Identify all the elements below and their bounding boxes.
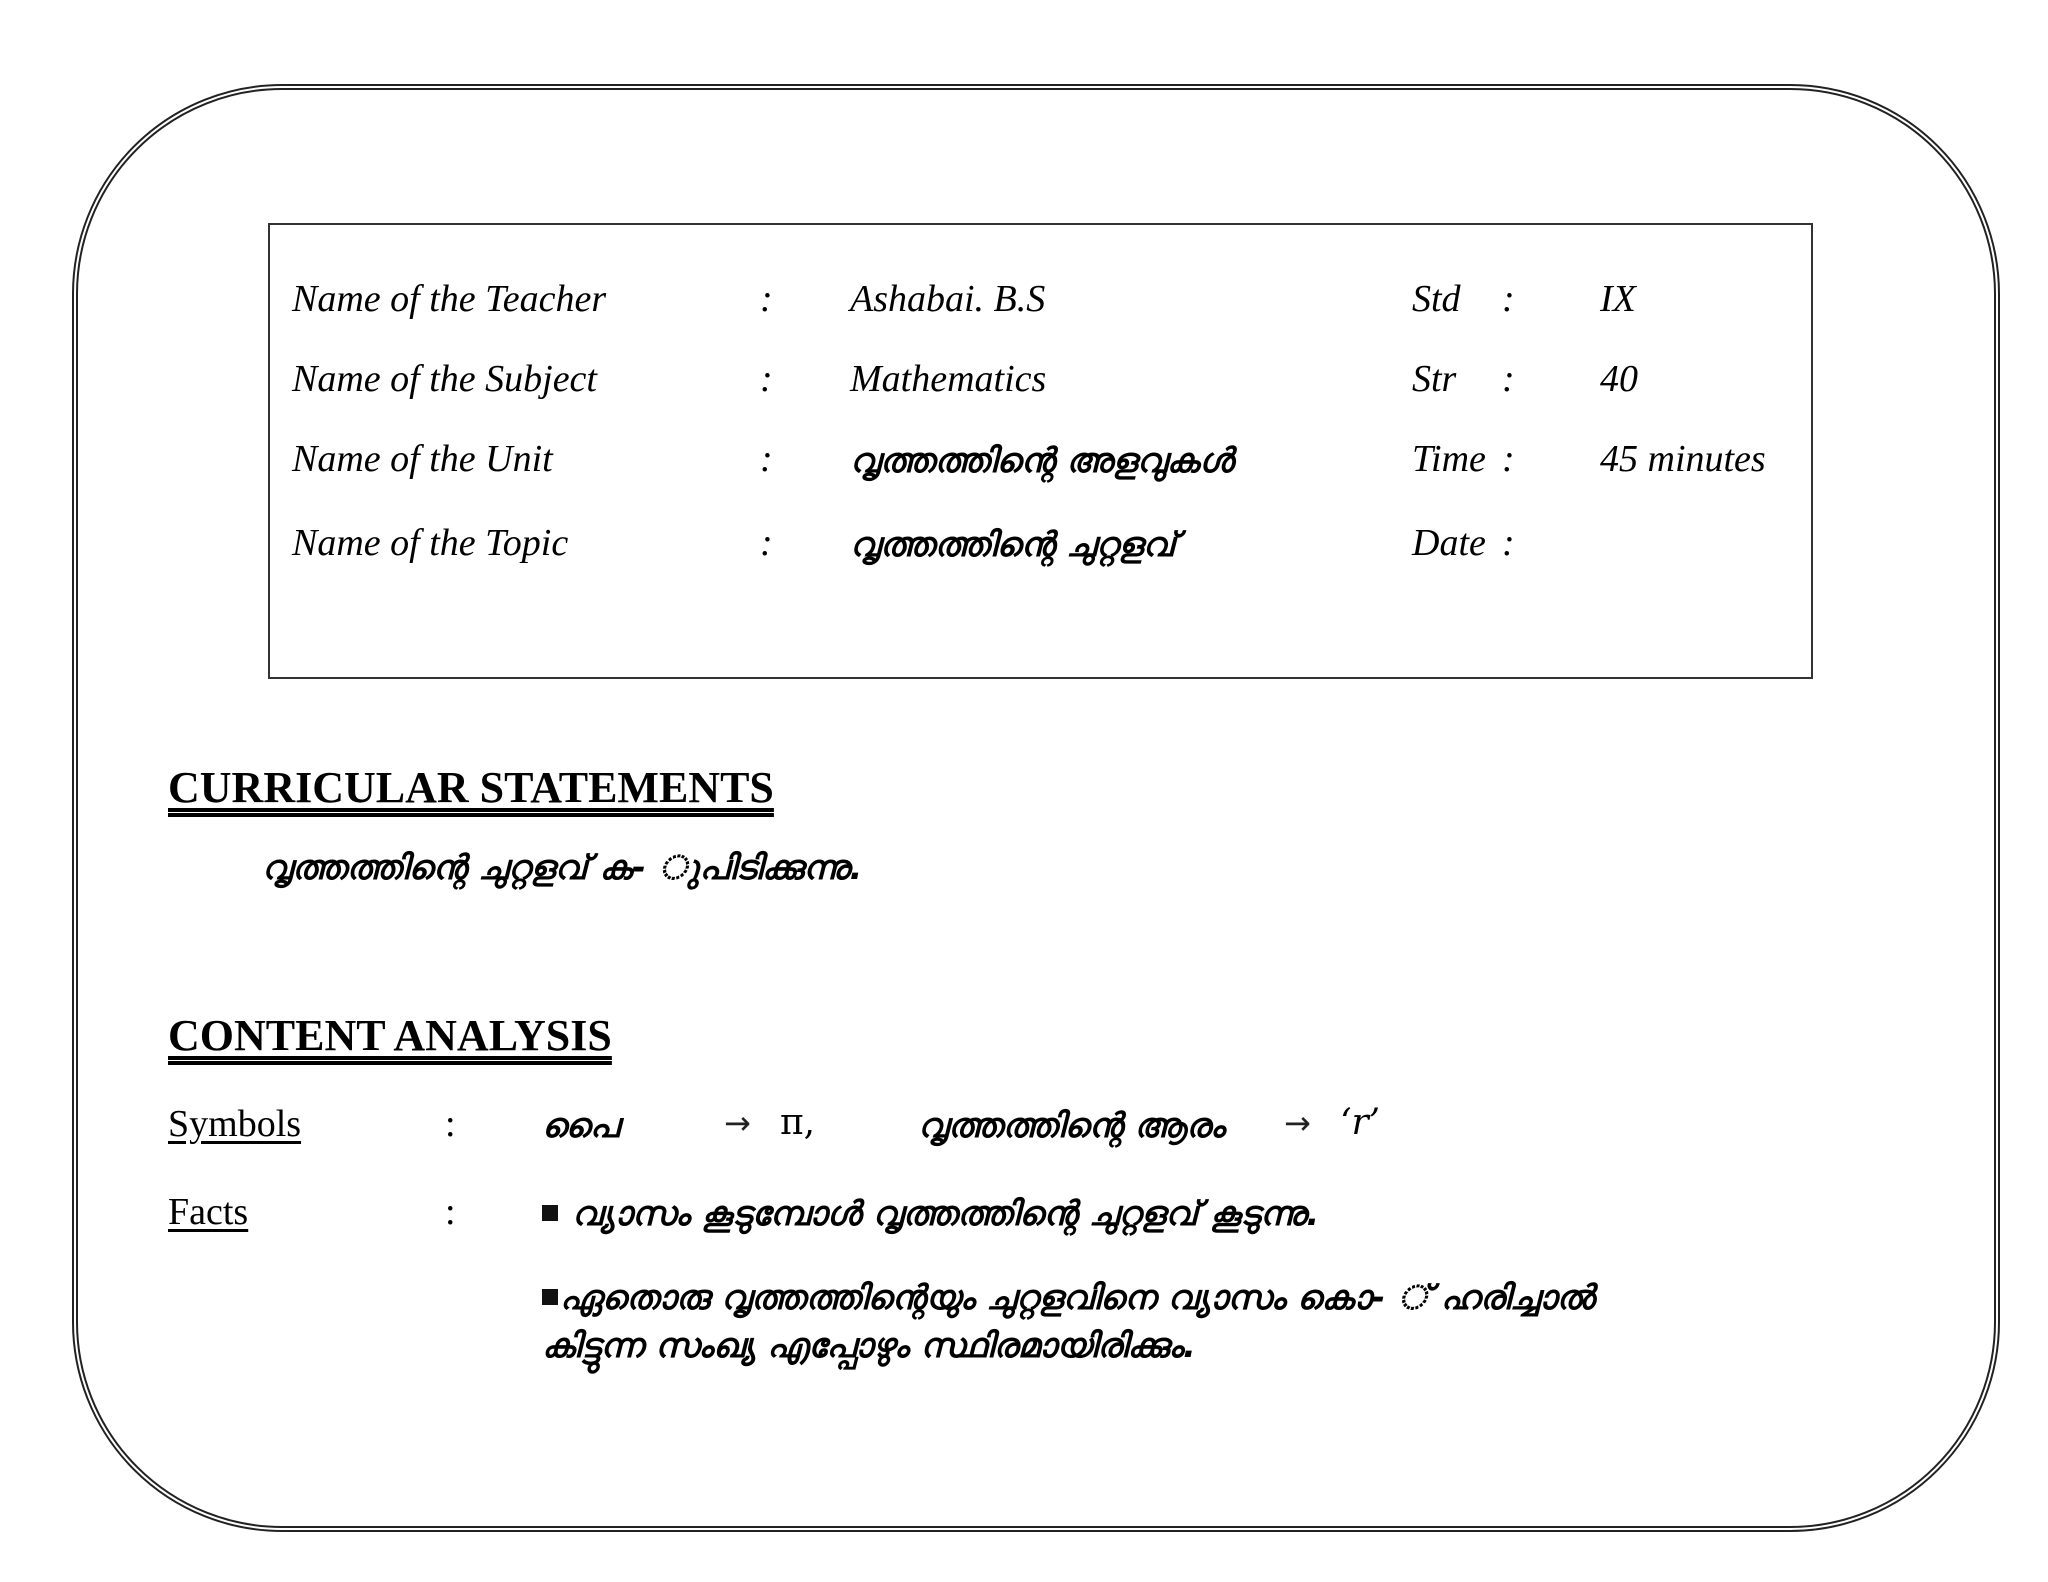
facts-colon: : (445, 1191, 456, 1233)
info-row-teacher (270, 277, 1811, 337)
unit-value: വൃത്തത്തിന്റെ അളവുകൾ (850, 441, 1234, 481)
arrow-right-icon: → (724, 1104, 751, 1142)
info-row-unit (270, 437, 1811, 497)
square-bullet-icon (542, 1289, 558, 1305)
str-colon: : (1502, 358, 1515, 400)
topic-colon: : (760, 522, 773, 564)
symbols-label: Symbols (168, 1103, 302, 1145)
subject-colon: : (760, 358, 773, 400)
arrow-right-icon: → (1284, 1104, 1311, 1142)
std-label: Std (1412, 278, 1461, 320)
square-bullet-icon (542, 1205, 558, 1221)
time-label: Time (1412, 438, 1486, 480)
symbols-colon: : (445, 1103, 456, 1145)
pi-word: പൈ (542, 1106, 619, 1146)
curricular-statement: വൃത്തത്തിന്റെ ചുറ്റളവ് ക- ുപിടിക്കുന്നു. (262, 848, 863, 888)
date-label: Date (1412, 522, 1486, 564)
unit-label: Name of the Unit (292, 438, 553, 480)
str-value: 40 (1600, 358, 1638, 400)
std-colon: : (1502, 278, 1515, 320)
content-analysis-heading: CONTENT ANALYSIS (168, 1011, 612, 1060)
info-row-topic (270, 521, 1811, 581)
teacher-value: Ashabai. B.S (850, 278, 1046, 320)
fact-text: വ്യാസം കൂടുമ്പോൾ വൃത്തത്തിന്റെ ചുറ്റളവ് കൂടുന്നു. (572, 1194, 1320, 1234)
facts-label: Facts (168, 1191, 249, 1233)
teacher-label: Name of the Teacher (292, 278, 607, 320)
topic-label: Name of the Topic (292, 522, 569, 564)
fact-item (542, 1278, 1594, 1366)
subject-label: Name of the Subject (292, 358, 597, 400)
curricular-heading: CURRICULAR STATEMENTS (168, 763, 774, 812)
lesson-info-box (268, 223, 1813, 679)
radius-word: വൃത്തത്തിന്റെ ആരം (918, 1106, 1225, 1146)
topic-value: വൃത്തത്തിന്റെ ചുറ്റളവ് (850, 525, 1176, 565)
fact-text: ഏതൊരു വൃത്തത്തിന്റെയും ചുറ്റളവിനെ വ്യാസം കൊ- ് ഹരിച്ചാൽ (560, 1278, 1595, 1318)
unit-colon: : (760, 438, 773, 480)
teacher-colon: : (760, 278, 773, 320)
r-symbol: ‘r’ (1340, 1102, 1381, 1143)
info-row-subject (270, 357, 1811, 417)
fact-item (542, 1194, 1319, 1234)
str-label: Str (1412, 358, 1457, 400)
subject-value: Mathematics (850, 358, 1047, 400)
pi-symbol: π, (780, 1102, 816, 1143)
time-colon: : (1502, 438, 1515, 480)
time-value: 45 minutes (1600, 438, 1766, 480)
date-colon: : (1502, 522, 1515, 564)
fact-text-continued: കിട്ടുന്ന സംഖ്യ എപ്പോഴും സ്ഥിരമായിരിക്കും. (542, 1326, 1196, 1366)
std-value: IX (1600, 278, 1636, 320)
